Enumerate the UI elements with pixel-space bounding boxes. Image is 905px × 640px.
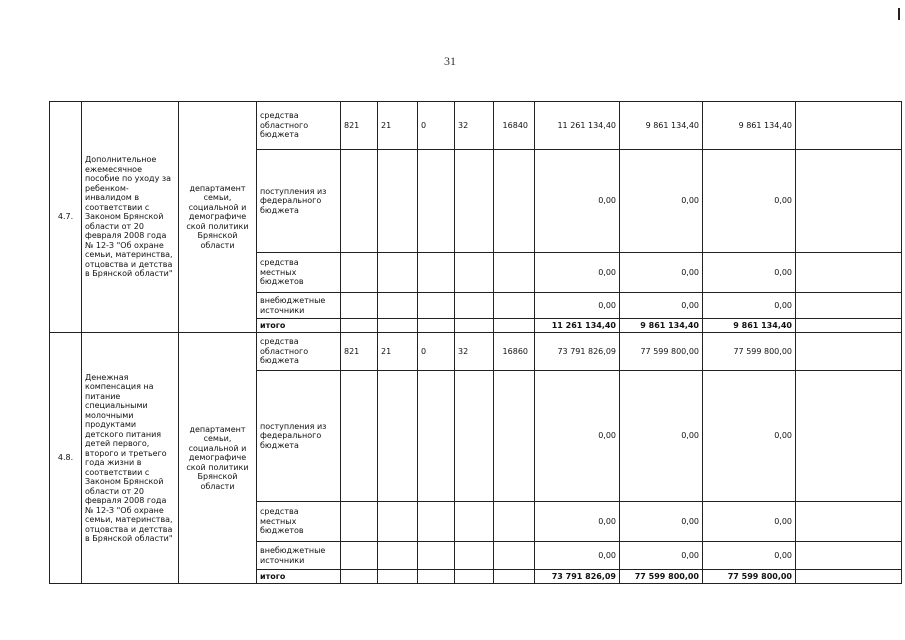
funding-source: средства областного бюджета: [257, 333, 341, 371]
budget-table: [49, 101, 902, 584]
amount-cell: 0,00: [535, 371, 620, 502]
code-cell: [341, 542, 378, 570]
amount-cell: 0,00: [703, 542, 796, 570]
amount-cell: 0,00: [535, 253, 620, 293]
funding-source: средства областного бюджета: [257, 102, 341, 150]
empty-cell: [796, 102, 902, 150]
code-cell: [341, 570, 378, 584]
code-cell: [494, 150, 535, 253]
empty-cell: [796, 293, 902, 319]
table-row: [50, 333, 902, 371]
code-cell: [418, 542, 455, 570]
code-cell: 821: [341, 102, 378, 150]
amount-cell: 0,00: [620, 502, 703, 542]
amount-cell: 77 599 800,00: [620, 570, 703, 584]
amount-cell: 0,00: [620, 542, 703, 570]
funding-source: итого: [257, 319, 341, 333]
empty-cell: [796, 502, 902, 542]
code-cell: [494, 542, 535, 570]
funding-source: итого: [257, 570, 341, 584]
code-cell: [341, 293, 378, 319]
code-cell: 16860: [494, 333, 535, 371]
code-cell: [378, 371, 418, 502]
funding-source: внебюджетные источники: [257, 542, 341, 570]
code-cell: [418, 150, 455, 253]
funding-source: внебюджетные источники: [257, 293, 341, 319]
amount-cell: 0,00: [535, 150, 620, 253]
empty-cell: [796, 333, 902, 371]
funding-source: средства местных бюджетов: [257, 253, 341, 293]
code-cell: [455, 253, 494, 293]
amount-cell: 0,00: [620, 150, 703, 253]
amount-cell: 0,00: [535, 542, 620, 570]
funding-source: средства местных бюджетов: [257, 502, 341, 542]
code-cell: [378, 542, 418, 570]
code-cell: [494, 570, 535, 584]
code-cell: [455, 570, 494, 584]
code-cell: [341, 319, 378, 333]
code-cell: [418, 253, 455, 293]
amount-cell: 0,00: [620, 253, 703, 293]
code-cell: [341, 371, 378, 502]
code-cell: 821: [341, 333, 378, 371]
empty-cell: [796, 319, 902, 333]
page-number: 31: [444, 54, 456, 68]
code-cell: [378, 319, 418, 333]
amount-cell: 9 861 134,40: [620, 102, 703, 150]
code-cell: [418, 319, 455, 333]
code-cell: [341, 150, 378, 253]
code-cell: 16840: [494, 102, 535, 150]
section-number: 4.8.: [50, 333, 82, 584]
code-cell: [455, 293, 494, 319]
code-cell: 21: [378, 102, 418, 150]
code-cell: [494, 293, 535, 319]
section-description: Дополнительное ежемесячное пособие по уходу за ребенком-инвалидом в соответствии с Законом Брянской области от 20 февраля 2008 года № 12-З "Об охране семьи, материнства, отцовства и детства в Брянской области": [82, 102, 179, 333]
section-description: Денежная компенсация на питание специальными молочными продуктами детского питания детей первого, второго и третьего года жизни в соответствии с Законом Брянской области от 20 февраля 2008 года № 12-З "Об охране семьи, материнства, отцовства и детства в Брянской области": [82, 333, 179, 584]
empty-cell: [796, 542, 902, 570]
code-cell: [378, 253, 418, 293]
amount-cell: 9 861 134,40: [703, 319, 796, 333]
code-cell: [341, 253, 378, 293]
amount-cell: 11 261 134,40: [535, 319, 620, 333]
section-department: департамент семьи, социальной и демографиче ской политики Брянской области: [179, 333, 257, 584]
code-cell: 0: [418, 102, 455, 150]
amount-cell: 9 861 134,40: [620, 319, 703, 333]
code-cell: 21: [378, 333, 418, 371]
amount-cell: 0,00: [703, 150, 796, 253]
section-number: 4.7.: [50, 102, 82, 333]
amount-cell: 0,00: [703, 253, 796, 293]
code-cell: [494, 319, 535, 333]
code-cell: 32: [455, 102, 494, 150]
code-cell: [378, 570, 418, 584]
amount-cell: 0,00: [535, 293, 620, 319]
code-cell: [455, 319, 494, 333]
code-cell: [418, 293, 455, 319]
amount-cell: 77 599 800,00: [703, 570, 796, 584]
amount-cell: 77 599 800,00: [703, 333, 796, 371]
amount-cell: 0,00: [703, 502, 796, 542]
amount-cell: 9 861 134,40: [703, 102, 796, 150]
table-row: [50, 102, 902, 150]
code-cell: 32: [455, 333, 494, 371]
code-cell: [455, 150, 494, 253]
code-cell: [418, 371, 455, 502]
code-cell: [494, 371, 535, 502]
amount-cell: 11 261 134,40: [535, 102, 620, 150]
empty-cell: [796, 371, 902, 502]
empty-cell: [796, 253, 902, 293]
code-cell: 0: [418, 333, 455, 371]
amount-cell: 0,00: [703, 293, 796, 319]
funding-source: поступления из федерального бюджета: [257, 150, 341, 253]
code-cell: [418, 570, 455, 584]
code-cell: [455, 502, 494, 542]
code-cell: [455, 371, 494, 502]
code-cell: [494, 253, 535, 293]
funding-source: поступления из федерального бюджета: [257, 371, 341, 502]
amount-cell: 0,00: [703, 371, 796, 502]
amount-cell: 73 791 826,09: [535, 333, 620, 371]
amount-cell: 0,00: [620, 293, 703, 319]
code-cell: [455, 542, 494, 570]
amount-cell: 0,00: [535, 502, 620, 542]
section-department: департамент семьи, социальной и демографиче ской политики Брянской области: [179, 102, 257, 333]
scan-edge-mark: [898, 8, 900, 20]
amount-cell: 73 791 826,09: [535, 570, 620, 584]
code-cell: [378, 502, 418, 542]
code-cell: [341, 502, 378, 542]
code-cell: [418, 502, 455, 542]
empty-cell: [796, 150, 902, 253]
code-cell: [378, 150, 418, 253]
code-cell: [378, 293, 418, 319]
amount-cell: 0,00: [620, 371, 703, 502]
code-cell: [494, 502, 535, 542]
empty-cell: [796, 570, 902, 584]
amount-cell: 77 599 800,00: [620, 333, 703, 371]
